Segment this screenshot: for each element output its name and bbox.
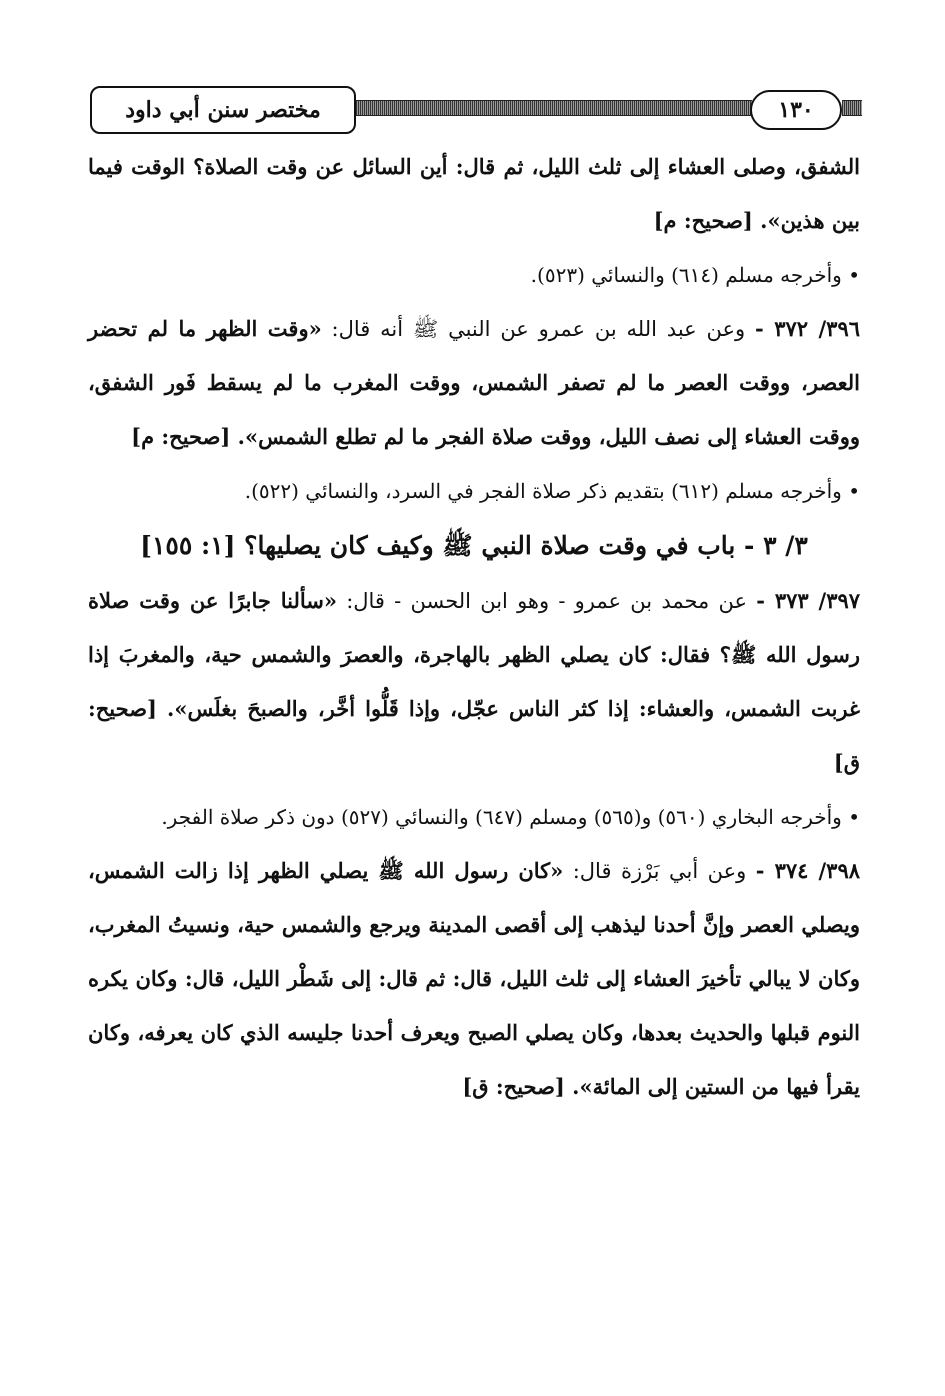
book-title: مختصر سنن أبي داود: [90, 86, 356, 134]
page-number: ١٣٠: [750, 90, 842, 130]
hadith-text: «وقت الظهر ما لم تحضر العصر، ووقت العصر ما لم تصفر الشمس، ووقت المغرب ما لم يسقط فَور الشفق، ووقت العشاء إلى نصف الليل، ووقت صلاة الفجر ما لم تطلع الشمس». [صحيح: م]: [88, 316, 860, 449]
page-body: [88, 140, 860, 1114]
chapter-heading: ٣/ ٣ - باب في وقت صلاة النبي ﷺ وكيف كان يصليها؟ [١: ١٥٥]: [140, 531, 808, 560]
hadith-number: ٣٩٦/ ٣٧٢ -: [755, 316, 861, 341]
hadith-continuation: الشفق، وصلى العشاء إلى ثلث الليل، ثم قال: أين السائل عن وقت الصلاة؟ الوقت فيما بين هذين». [صحيح: م]: [88, 154, 860, 233]
hadith-text: «سألنا جابرًا عن وقت صلاة رسول الله ﷺ؟ فقال: كان يصلي الظهر بالهاجرة، والعصرَ والشمس حية، والمغربَ إذا غربت الشمس، والعشاء: إذا كثر الناس عجّل، وإذا قَلُّوا أخَّر، والصبحَ بغلَس». [صحيح: ق]: [88, 588, 860, 775]
hadith-398: [88, 844, 860, 1114]
hadith-number: ٣٩٨/ ٣٧٤ -: [755, 858, 861, 883]
hadith-number: ٣٩٧/ ٣٧٣ -: [756, 588, 861, 613]
header-rule: [356, 100, 752, 116]
hadith-text: «كان رسول الله ﷺ يصلي الظهر إذا زالت الشمس، ويصلي العصر وإنَّ أحدنا ليذهب إلى أقصى المدينة ويرجع والشمس حية، ونسيتُ المغرب، وكان لا يبالي تأخيرَ العشاء إلى ثلث الليل، قال: ثم قال: إلى شَطْر الليل، قال: وكان يكره النوم قبلها والحديث بعدها، وكان يصلي الصبح ويعرف أحدنا جليسه الذي كان يعرفه، وكان يقرأ فيها من الستين إلى المائة». [صحيح: ق]: [88, 858, 860, 1099]
header-rule-end: [842, 100, 862, 116]
hadith-chain: عن محمد بن عمرو - وهو ابن الحسن - قال:: [336, 589, 757, 613]
hadith-chain: وعن عبد الله بن عمرو عن النبي ﷺ أنه قال:: [321, 317, 755, 341]
takhrij-note: • وأخرجه مسلم (٦١٤) والنسائي (٥٢٣).: [530, 263, 860, 287]
hadith-396: [88, 302, 860, 464]
hadith-397: [88, 574, 860, 790]
hadith-chain: وعن أبي بَرْزة قال:: [563, 859, 756, 883]
page-header: [90, 86, 862, 134]
takhrij-note: • وأخرجه مسلم (٦١٢) بتقديم ذكر صلاة الفجر في السرد، والنسائي (٥٢٢).: [244, 479, 860, 503]
takhrij-note: • وأخرجه البخاري (٥٦٠) و(٥٦٥) ومسلم (٦٤٧) والنسائي (٥٢٧) دون ذكر صلاة الفجر.: [161, 805, 860, 829]
